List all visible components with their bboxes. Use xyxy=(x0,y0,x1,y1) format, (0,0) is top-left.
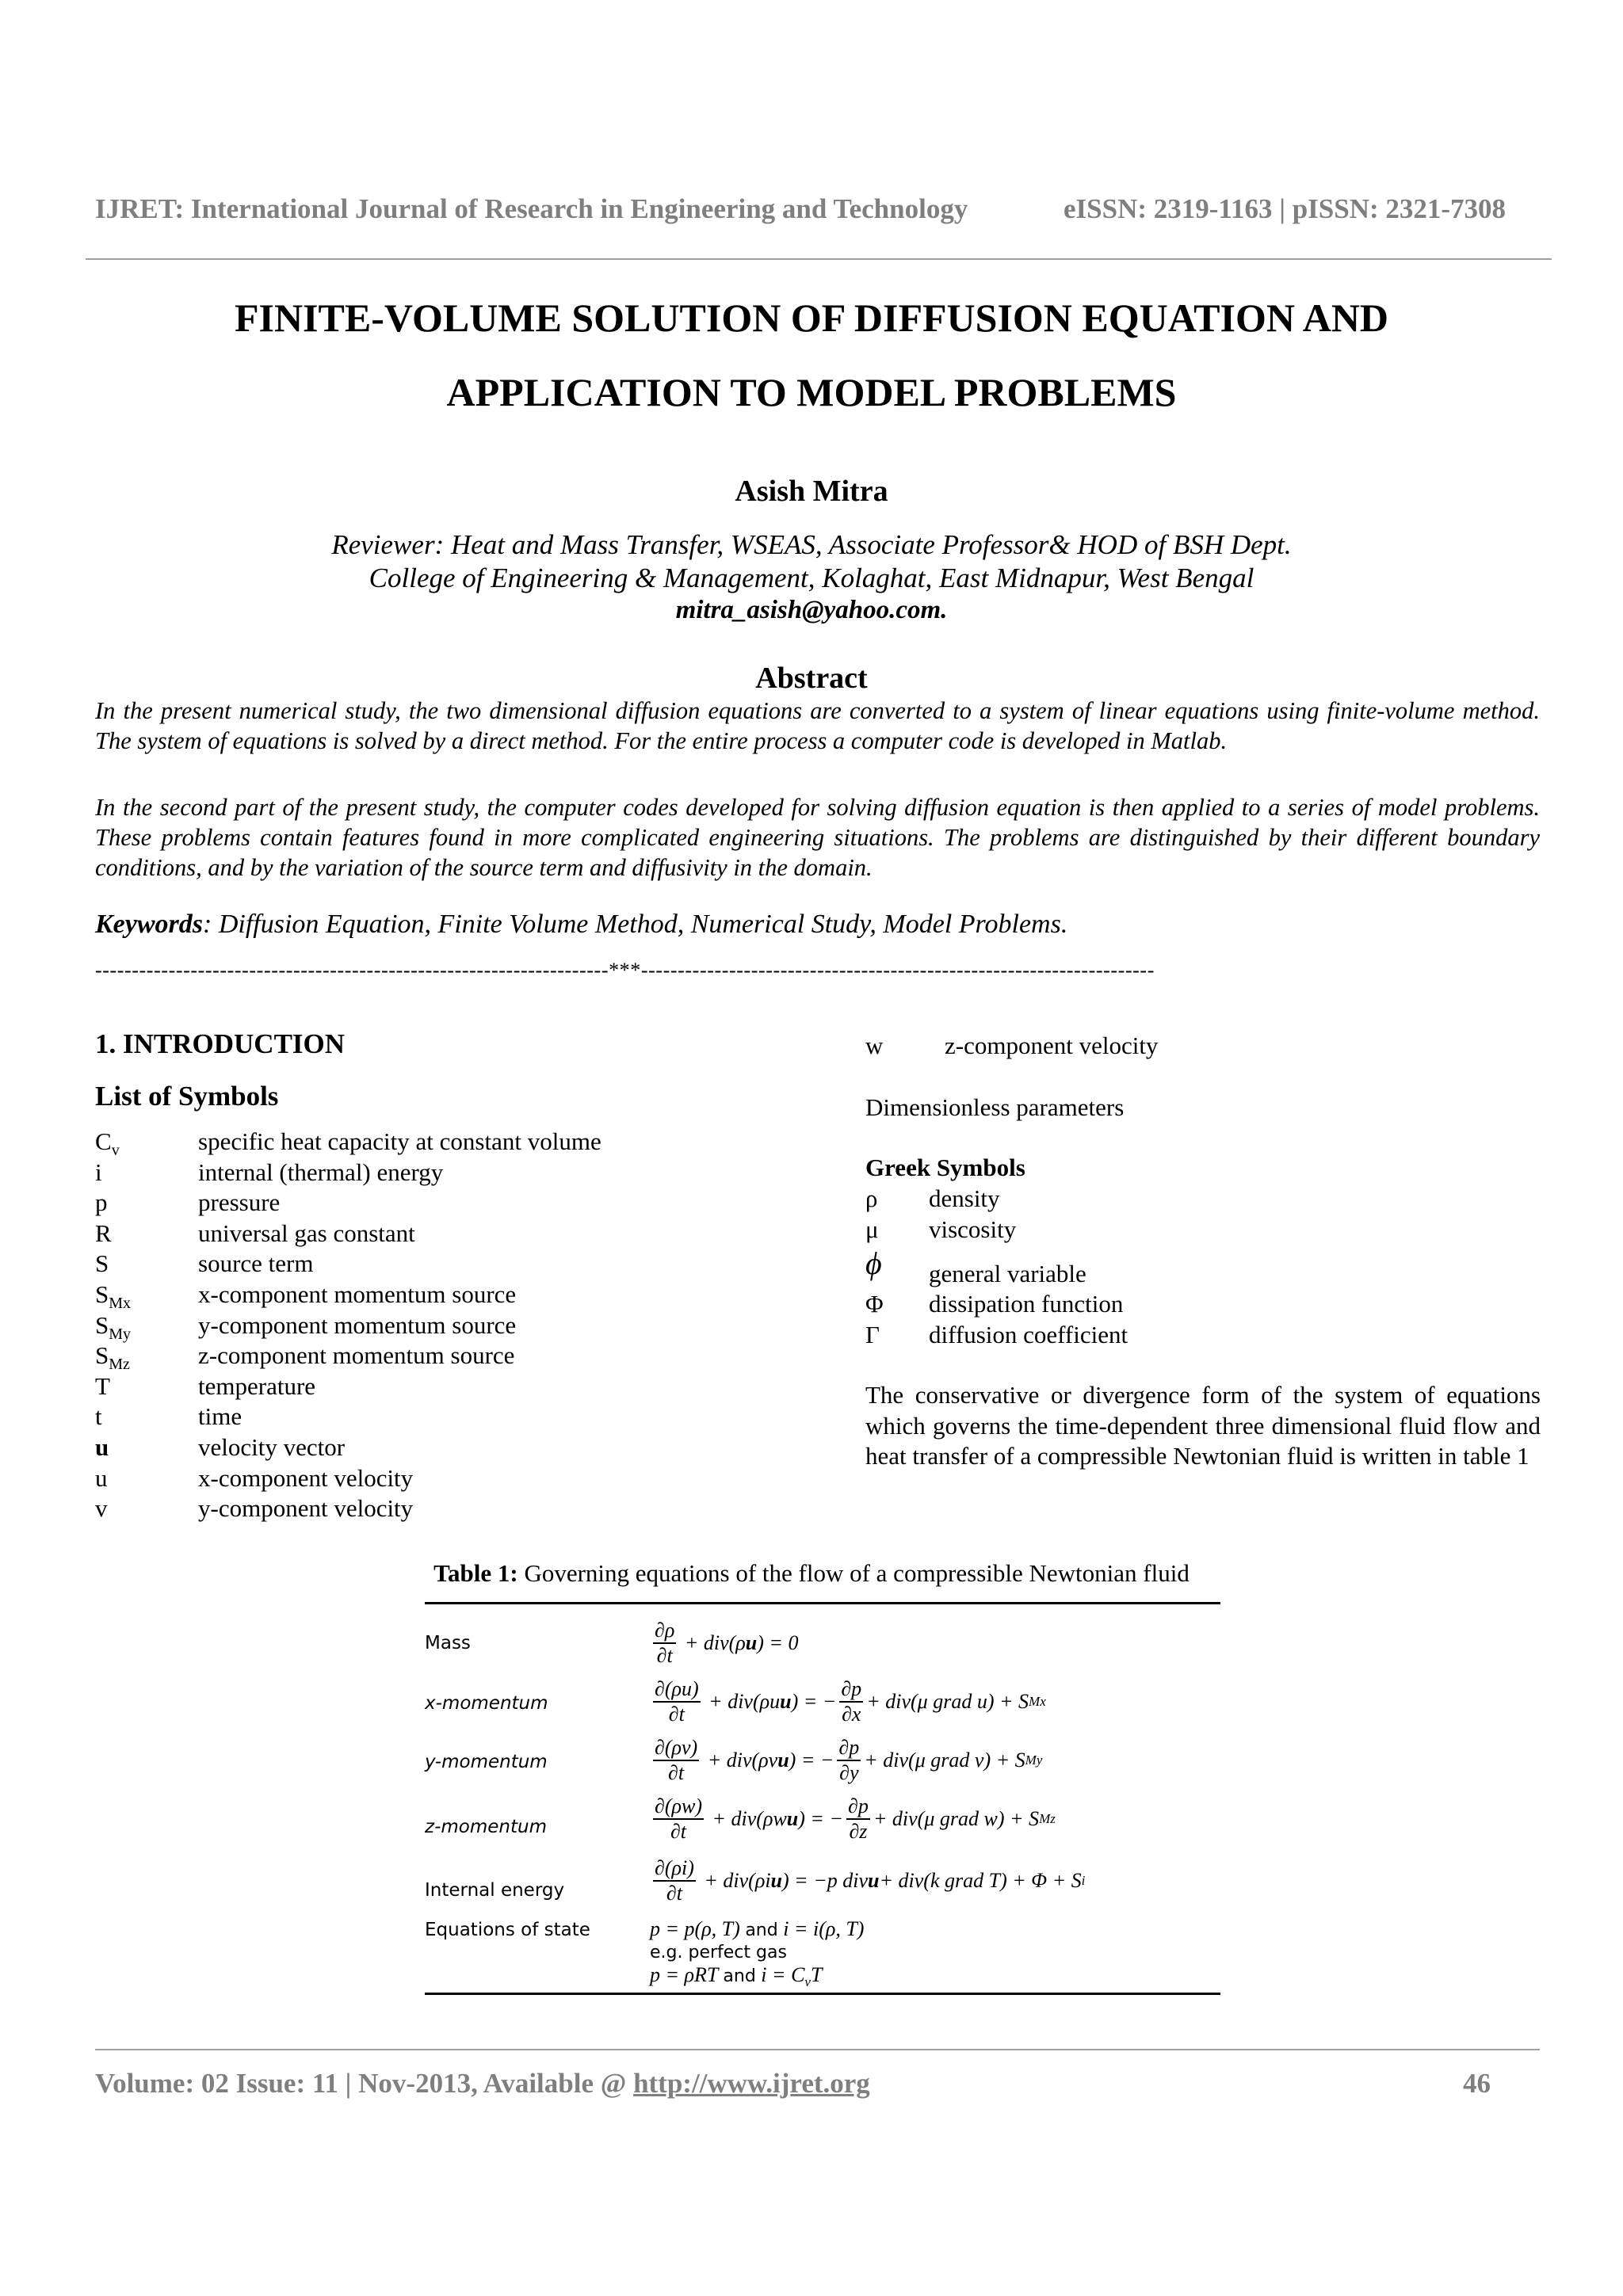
greek-symbol: ϕ xyxy=(865,1245,882,1281)
table-caption-label: Table 1: xyxy=(433,1559,518,1587)
abstract-paragraph-2: In the second part of the present study, the computer codes developed for solving diffusion equation is then applied to a series of model problems. These problems contain features found in more complicated engineering situations. The problems are distinguished by their different boundary conditions, and by the variation of the source term and diffusivity in the domain. xyxy=(95,794,1540,881)
keywords xyxy=(95,910,1540,940)
z-momentum-equation: $\frac{\partial(\rho w)}{\partial t}$ + div(ρw u ) = − $\frac{\partial p}{\partial z}$ + div(μ grad w) + S Mz xyxy=(655,1794,1056,1843)
greek-row xyxy=(865,1289,1515,1320)
greek-symbol: Φ xyxy=(865,1290,884,1318)
section-heading: 1. INTRODUCTION xyxy=(95,1028,346,1059)
row-label: Mass xyxy=(425,1633,471,1653)
greek-description: diffusion coefficient xyxy=(929,1320,1128,1348)
symbol-description: pressure xyxy=(198,1188,281,1217)
table-caption-text: Governing equations of the flow of a compressible Newtonian fluid xyxy=(517,1559,1190,1587)
greek-description: viscosity xyxy=(929,1215,1017,1243)
symbol-description: temperature xyxy=(198,1371,316,1400)
footer-citation xyxy=(95,2068,870,2100)
symbol-row xyxy=(95,1402,792,1432)
keywords-text: : Diffusion Equation, Finite Volume Method, Numerical Study, Model Problems. xyxy=(203,910,1068,939)
symbol-description: time xyxy=(198,1402,242,1431)
greek-symbol: Γ xyxy=(865,1320,880,1348)
paper-title-line-1: FINITE-VOLUME SOLUTION OF DIFFUSION EQUATION AND xyxy=(234,296,1389,340)
greek-row xyxy=(865,1215,1515,1245)
abstract-paragraph-1: In the present numerical study, the two dimensional diffusion equations are converted to a system of linear equations using finite-volume method. The system of equations is solved by a direct method. For the entire process a computer code is developed in Matlab. xyxy=(95,697,1540,754)
symbol-description: z-component momentum source xyxy=(198,1341,515,1370)
symbol: $C_v$ xyxy=(95,1127,120,1160)
symbol: p xyxy=(95,1188,108,1217)
author-affiliation-1: Reviewer: Heat and Mass Transfer, WSEAS, Associate Professor& HOD of BSH Dept. xyxy=(331,529,1292,560)
symbol-row xyxy=(95,1188,792,1219)
symbol-description: specific heat capacity at constant volume xyxy=(198,1127,601,1155)
symbol: $S_{Mz}$ xyxy=(95,1341,130,1374)
section-separator: ----------------------------------------------------------------------***---------------------------------------------------------------------- xyxy=(95,959,1155,982)
symbol: i xyxy=(95,1158,102,1186)
journal-issn: eISSN: 2319-1163 | pISSN: 2321-7308 xyxy=(1064,193,1507,224)
symbol: $S_{My}$ xyxy=(95,1310,132,1343)
x-momentum-equation: $\frac{\partial(\rho u)}{\partial t}$ + div(ρu u ) = − $\frac{\partial p}{\partial x}$ + div(μ grad u) + S Mx xyxy=(655,1677,1046,1726)
greek-description: general variable xyxy=(929,1259,1086,1287)
symbol-description: z-component velocity xyxy=(945,1032,1159,1059)
symbol-description: x-component velocity xyxy=(198,1463,414,1492)
symbol-list xyxy=(95,1127,792,1524)
symbol: u xyxy=(95,1463,108,1492)
symbol-row xyxy=(95,1249,792,1280)
greek-description: dissipation function xyxy=(929,1290,1124,1318)
symbol-row xyxy=(95,1341,792,1374)
keywords-label: Keywords xyxy=(95,910,203,939)
equations-of-state: p = p(ρ, T) and i = i(ρ, T) e.g. perfect gas p = ρRT and $i = C_vT$ xyxy=(650,1917,865,1990)
body-paragraph: The conservative or divergence form of the system of equations which governs the time-dependent three dimensional fluid flow and heat transfer of a compressible Newtonian fluid is written in table 1 xyxy=(865,1381,1541,1470)
greek-row xyxy=(865,1184,1515,1215)
equations-table xyxy=(425,1602,1220,1995)
symbol: v xyxy=(95,1494,108,1523)
greek-symbol-list xyxy=(865,1184,1515,1350)
greek-row xyxy=(865,1320,1515,1351)
greek-symbol: μ xyxy=(865,1215,879,1243)
symbol-row xyxy=(95,1127,792,1158)
greek-description: density xyxy=(929,1184,1000,1212)
footer-volume: Volume: 02 Issue: 11 | Nov-2013, Available @ xyxy=(95,2068,634,2099)
symbol-row xyxy=(95,1310,792,1341)
symbol: S xyxy=(95,1249,109,1278)
symbol-description: y-component velocity xyxy=(198,1494,414,1523)
symbol: u xyxy=(95,1432,109,1461)
author-affiliation-2: College of Engineering & Management, Kolaghat, East Midnapur, West Bengal xyxy=(369,563,1254,593)
symbol-row xyxy=(95,1463,792,1494)
greek-row xyxy=(865,1245,1515,1289)
y-momentum-equation: $\frac{\partial(\rho v)}{\partial t}$ + div(ρv u ) = − $\frac{\partial p}{\partial y}$ + div(μ grad v) + S My xyxy=(655,1736,1043,1784)
symbol: T xyxy=(95,1371,110,1400)
dimensionless-parameters: Dimensionless parameters xyxy=(865,1093,1125,1121)
header-divider xyxy=(86,258,1552,260)
row-label: Internal energy xyxy=(425,1880,565,1901)
symbol-description: velocity vector xyxy=(198,1432,346,1461)
symbol-row xyxy=(95,1371,792,1402)
author-name: Asish Mitra xyxy=(735,475,888,508)
journal-name: IJRET: International Journal of Research in Engineering and Technology xyxy=(95,193,968,224)
symbol-row xyxy=(95,1158,792,1188)
row-label: y-momentum xyxy=(425,1752,548,1772)
symbol-description: x-component momentum source xyxy=(198,1280,517,1308)
page-number: 46 xyxy=(1463,2068,1491,2099)
footer-divider xyxy=(95,2049,1540,2050)
symbol: $S_{Mx}$ xyxy=(95,1280,132,1313)
table-caption xyxy=(0,1559,1623,1588)
symbol-description: y-component momentum source xyxy=(198,1310,517,1339)
symbol: w xyxy=(865,1032,884,1059)
symbol-description: source term xyxy=(198,1249,314,1278)
symbols-heading: List of Symbols xyxy=(95,1081,279,1112)
greek-symbols-heading: Greek Symbols xyxy=(865,1154,1025,1181)
symbol-description: universal gas constant xyxy=(198,1219,415,1247)
symbol-row xyxy=(95,1280,792,1313)
row-label: z-momentum xyxy=(425,1817,547,1837)
symbol-row-w xyxy=(865,1032,1158,1060)
symbol-row xyxy=(95,1432,792,1463)
symbol: R xyxy=(95,1219,112,1247)
paper-title-line-2: APPLICATION TO MODEL PROBLEMS xyxy=(446,370,1177,414)
greek-symbol: ρ xyxy=(865,1184,878,1212)
symbol: t xyxy=(95,1402,102,1431)
row-label: x-momentum xyxy=(425,1693,548,1714)
symbol-row xyxy=(95,1219,792,1249)
mass-equation: $\frac{\partial\rho}{\partial t}$ + div(ρ u ) = 0 xyxy=(655,1619,799,1667)
journal-link[interactable]: http://www.ijret.org xyxy=(633,2068,870,2099)
internal-energy-equation: $\frac{\partial(\rho i)}{\partial t}$ + div(ρi u ) = −p div u + div(k grad T) + Φ + S i xyxy=(655,1856,1086,1905)
symbol-row xyxy=(95,1493,792,1524)
row-label: Equations of state xyxy=(425,1920,590,1940)
symbol-description: internal (thermal) energy xyxy=(198,1158,444,1186)
author-email[interactable]: mitra_asish@yahoo.com. xyxy=(675,596,948,624)
abstract-heading: Abstract xyxy=(755,662,868,695)
